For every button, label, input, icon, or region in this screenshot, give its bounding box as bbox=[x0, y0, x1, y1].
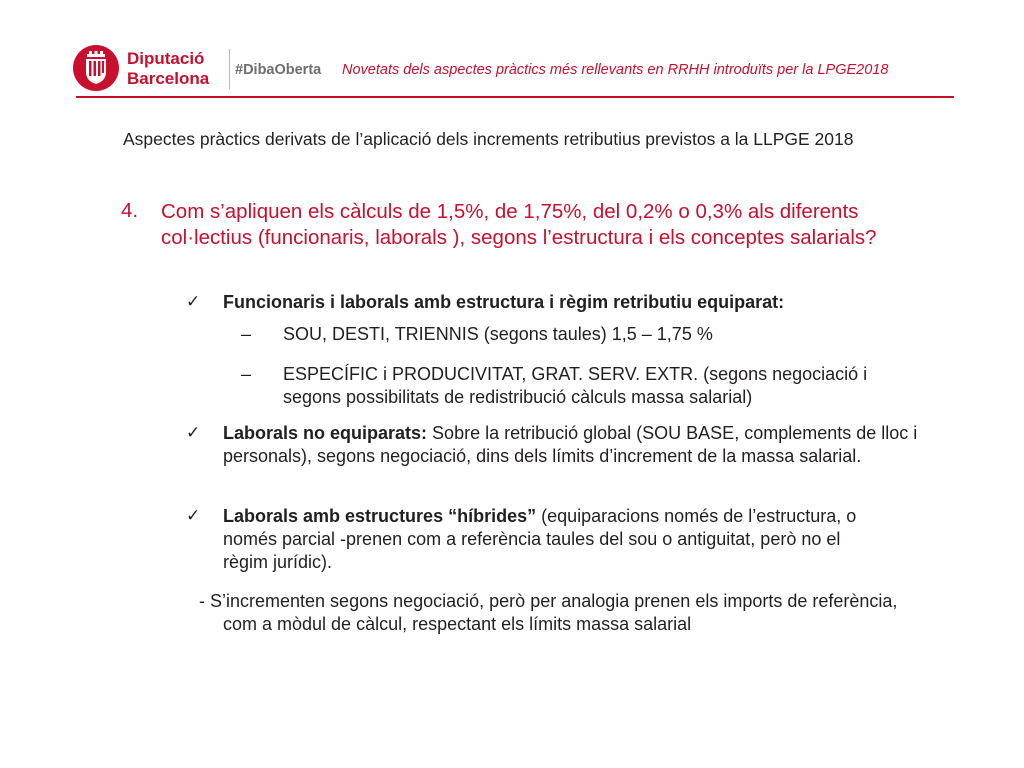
slide-subtitle: Aspectes pràctics derivats de l’aplicació dels increments retributius previstos a la LLPGE 2018 bbox=[123, 129, 854, 149]
org-name-line1: Diputació bbox=[127, 49, 205, 68]
bullet-3-text: (equiparacions només de l’estructura, o només parcial -prenen com a referència taules del sou o antiguitat, però no el règim jurídic). bbox=[223, 506, 857, 572]
hashtag: #DibaOberta bbox=[235, 62, 322, 78]
header-title: Novetats dels aspectes pràctics més rellevants en RRHH introduïts per la LPGE2018 bbox=[342, 62, 889, 78]
dash-marker: – bbox=[241, 364, 252, 384]
checkmark-icon: ✓ bbox=[186, 292, 201, 311]
bullet-2-text: Sobre la retribució global (SOU BASE, complements de lloc i personals), segons negociació, dins dels límits d’increment de la massa salarial. bbox=[223, 423, 918, 466]
closing-note-text: - S’incrementen segons negociació, però per analogia prenen els imports de referència, com a mòdul de càlcul, respectant els límits massa salarial bbox=[199, 591, 898, 634]
header-divider bbox=[76, 96, 954, 98]
bullet-1-sub-2: ESPECÍFIC i PRODUCIVITAT, GRAT. SERV. EXTR. (segons negociació i segons possibilitats de redistribució càlculs massa salarial) bbox=[283, 364, 868, 407]
bullet-3-title: Laborals amb estructures “híbrides” bbox=[223, 506, 537, 526]
bullet-2-title: Laborals no equiparats: bbox=[223, 423, 428, 443]
question-text: Com s’apliquen els càlculs de 1,5%, de 1,75%, del 0,2% o 0,3% als diferents col·lectius (funcionaris, laborals ), segons l’estructura i els conceptes salarials? bbox=[161, 200, 877, 249]
dash-marker: – bbox=[241, 324, 252, 344]
checkmark-icon: ✓ bbox=[186, 506, 201, 525]
org-name-line2: Barcelona bbox=[127, 69, 210, 88]
bullet-1-title: Funcionaris i laborals amb estructura i règim retributiu equiparat: bbox=[223, 292, 785, 312]
header-separator bbox=[229, 49, 230, 89]
bullet-3 bbox=[223, 505, 883, 574]
bullet-2 bbox=[223, 422, 933, 468]
closing-note bbox=[199, 590, 899, 636]
diputacio-logo-icon bbox=[73, 45, 119, 91]
bullet-1-sub-1: SOU, DESTI, TRIENNIS (segons taules) 1,5 – 1,75 % bbox=[283, 324, 713, 344]
checkmark-icon: ✓ bbox=[186, 423, 201, 442]
question-number: 4. bbox=[121, 199, 139, 222]
